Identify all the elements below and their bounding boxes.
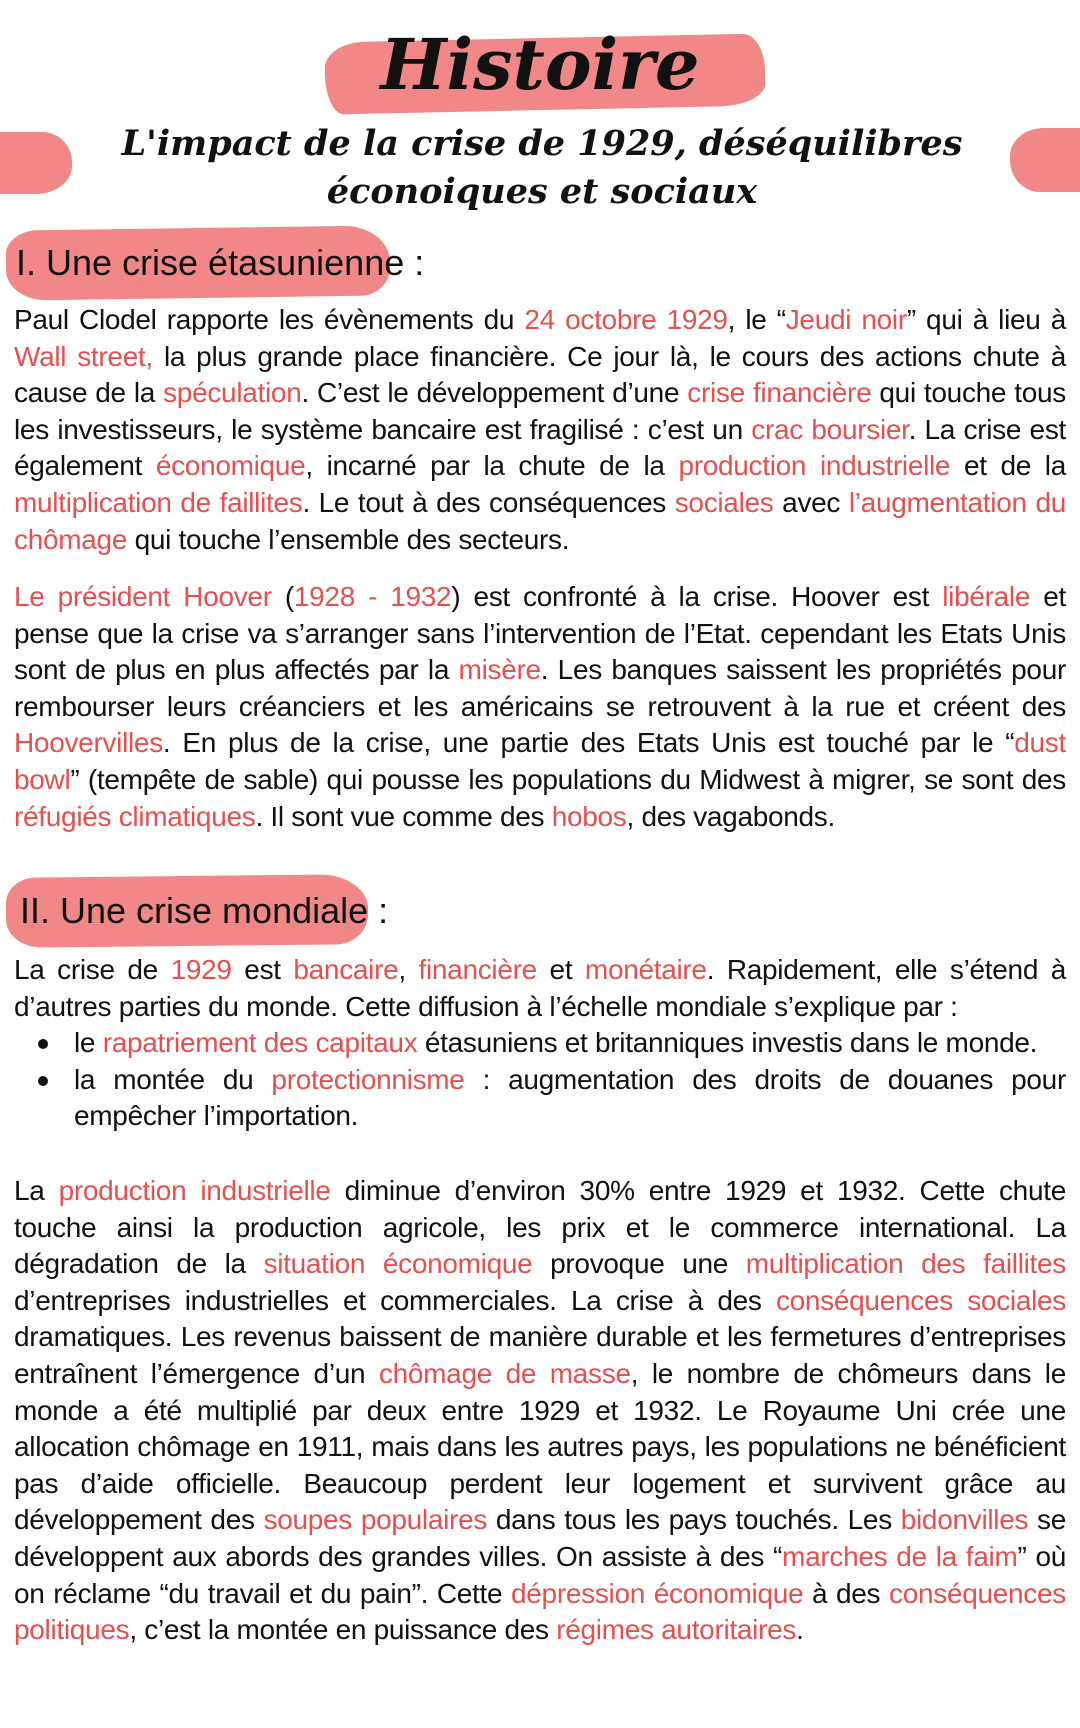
section1-paragraph-2-text: ( <box>271 581 294 612</box>
section2-paragraph-main-text: , c’est la montée en puissance des <box>129 1614 557 1646</box>
bullet-item-text: étasuniens et britanniques investis dans le monde. <box>417 1027 1038 1058</box>
section2-paragraph-main-highlight: situation économique <box>263 1248 533 1280</box>
bullet-item-highlight: rapatriement des capitaux <box>102 1027 418 1058</box>
section1-paragraph-1-text: avec <box>773 486 849 518</box>
bullet-item <box>14 1025 1066 1062</box>
section1-paragraph-1-highlight: spéculation <box>163 377 302 409</box>
section1-paragraph-1 <box>14 302 1066 558</box>
section2-paragraph-main-highlight: dépression économique <box>511 1577 804 1609</box>
section1-paragraph-1-text: qui touche l’ensemble des secteurs. <box>127 523 570 555</box>
section1-paragraph-1-text: Paul Clodel rapporte les évènements du <box>14 304 525 335</box>
section1-paragraph-1-text: la plus grande place financière. Ce jour là, le cours des actions chute à cause de la <box>14 340 1066 409</box>
section1-paragraph-1-highlight: sociales <box>674 486 774 518</box>
section1-paragraph-1-highlight: Wall street, <box>14 340 153 372</box>
bullet-dot-icon <box>38 1076 48 1086</box>
page-title: Histoire <box>380 23 700 106</box>
section2-paragraph-main-highlight: bidonvilles <box>900 1504 1029 1536</box>
section1-paragraph-2-highlight: 1928 - 1932 <box>293 581 452 612</box>
section2-paragraph-main-highlight: production industrielle <box>58 1175 331 1206</box>
section1-paragraph-1-highlight: multiplication de faillites <box>14 486 303 518</box>
section1-paragraph-1-highlight: 24 octobre 1929 <box>524 304 728 335</box>
bullet-dot-icon <box>38 1039 48 1049</box>
section1-paragraph-2-highlight: misère <box>458 654 541 686</box>
section2-paragraph-main-highlight: conséquences politiques <box>14 1577 1066 1646</box>
section1-paragraph-1-highlight: crise financière <box>687 377 872 409</box>
section1-paragraph-2-text: . Les banques saissent les propriétés pour rembourser leurs créanciers et les américains se retrouvent à la rue et créent des <box>14 654 1066 722</box>
section1-paragraph-2-text: , des vagabonds. <box>626 800 835 832</box>
section1-paragraph-1-text: . Le tout à des conséquences <box>302 486 675 518</box>
section2-paragraph-main-text: diminue d’environ 30% entre 1929 et 1932. Cette chute touche ainsi la production agricole, les prix et le commerce international. La dégradation de la <box>14 1175 1066 1280</box>
section2-paragraph-main-text: dramatiques. Les revenus baissent de manière durable et les fermetures d’entreprises entraînent l’émergence d’un <box>14 1321 1066 1389</box>
subtitle-brush-left <box>0 132 72 194</box>
section2-paragraph-main-highlight: soupes populaires <box>263 1504 488 1536</box>
section2-paragraph-intro-text: est <box>231 954 294 985</box>
section2-paragraph-intro-text: La crise de <box>14 954 171 985</box>
section1-paragraph-2 <box>14 579 1066 835</box>
section1-paragraph-2-highlight: Le président Hoover <box>14 581 272 612</box>
section1-paragraph-1-highlight: l’augmentation du chômage <box>14 486 1066 555</box>
section1-paragraph-1-highlight: économique <box>155 450 306 482</box>
section1-paragraph-2-highlight: hobos <box>551 800 627 832</box>
section2-paragraph-main-text: dans tous les pays touchés. Les <box>487 1504 901 1536</box>
section2-paragraph-intro-highlight: monétaire <box>584 954 707 985</box>
section1-paragraph-2-highlight: Hoovervilles <box>14 727 163 759</box>
section2-bullet-list <box>14 1025 1066 1135</box>
section1-paragraph-2-text: et pense que la crise va s’arranger sans l’intervention de l’Etat. cependant les Etats Unis sont de plus en plus affectés par la <box>14 581 1066 686</box>
section2-paragraph-intro-highlight: financière <box>418 954 537 985</box>
section1-paragraph-1-text: , incarné par la chute de la <box>305 450 679 482</box>
section1-paragraph-2-text: . En plus de la crise, une partie des Etats Unis est touché par le “ <box>162 727 1015 759</box>
section2-paragraph-main-highlight: régimes autoritaires <box>556 1614 797 1646</box>
subtitle-brush-right <box>1010 128 1080 192</box>
section2-paragraph-intro-highlight: bancaire <box>293 954 399 985</box>
section1-paragraph-1-text: . La crise est également <box>14 413 1067 482</box>
section1-paragraph-1-text: ” qui à lieu à <box>906 304 1066 335</box>
section2-paragraph-main-highlight: multiplication des faillites <box>745 1248 1066 1280</box>
section2-paragraph-main-text: se développent aux abords des grandes villes. On assiste à des “ <box>14 1504 1067 1572</box>
section2-paragraph-main-text: . <box>796 1614 804 1646</box>
section2-paragraph-main-highlight: marches de la faim <box>782 1540 1018 1572</box>
section2-heading: II. Une crise mondiale : <box>20 890 389 931</box>
section1-paragraph-2-text: ) est confronté à la crise. Hoover est <box>451 581 943 612</box>
section1-paragraph-1-text: , le “ <box>727 304 786 335</box>
section1-paragraph-2-text: ” (tempête de sable) qui pousse les populations du Midwest à migrer, se sont des <box>70 763 1066 795</box>
section1-paragraph-2-highlight: libérale <box>942 581 1031 612</box>
bullet-item-text: : augmentation des droits de douanes pour empêcher l’importation. <box>74 1063 1066 1132</box>
section1-paragraph-1-highlight: production industrielle <box>678 450 951 482</box>
section2-paragraph-main-highlight: conséquences sociales <box>775 1284 1066 1316</box>
section1-paragraph-1-text: . C’est le développement d’une <box>301 377 688 409</box>
section1-paragraph-1-highlight: Jeudi noir <box>785 304 907 335</box>
bullet-item-text: la montée du <box>74 1063 272 1095</box>
section1-paragraph-1-text: et de la <box>950 450 1066 482</box>
section2-paragraph-main-text: La <box>14 1175 59 1206</box>
section2-paragraph-main-text: d’entreprises industrielles et commerciales. La crise à des <box>14 1284 776 1316</box>
bullet-item <box>14 1062 1066 1135</box>
bullet-item-text: le <box>74 1027 103 1058</box>
page-subtitle: L'impact de la crise de 1929, déséquilibres éconoiques et sociaux <box>121 123 963 212</box>
section2-paragraph-intro-text: et <box>536 954 585 985</box>
section2-paragraph-main-highlight: chômage de masse <box>378 1357 631 1389</box>
section1-paragraph-1-highlight: crac boursier <box>751 413 909 445</box>
section2-paragraph-intro-highlight: 1929 <box>170 954 232 985</box>
section2-paragraph-intro-text: . Rapidement, elle s’étend à d’autres parties du monde. Cette diffusion à l’échelle mondiale s’explique par : <box>14 954 1066 1022</box>
section2-paragraph-main-text: provoque une <box>532 1248 746 1280</box>
section1-paragraph-2-highlight: réfugiés climatiques <box>14 800 256 832</box>
section2-paragraph-main-text: à des <box>803 1577 889 1609</box>
bullet-item-highlight: protectionnisme <box>271 1063 465 1095</box>
section2-paragraph-main-text: ” où on réclame “du travail et du pain”. Cette <box>14 1540 1066 1609</box>
section2-paragraph-main-text: , le nombre de chômeurs dans le monde a été multiplié par deux entre 1929 et 1932. Le Royaume Uni crée une allocation chômage en 1911, mais dans les autres pays, les populations ne bénéficient pas d’aide officielle. Beaucoup perdent leur logement et survivent grâce au développement des <box>14 1357 1067 1536</box>
section2-paragraph-intro <box>14 952 1066 1025</box>
section1-paragraph-2-highlight: dust bowl <box>14 727 1066 795</box>
section1-paragraph-2-text: . Il sont vue comme des <box>255 800 552 832</box>
section2-paragraph-main <box>14 1173 1066 1649</box>
section1-heading: I. Une crise étasunienne : <box>16 242 425 283</box>
section2-paragraph-intro-text: , <box>398 954 419 985</box>
section1-paragraph-1-text: qui touche tous les investisseurs, le système bancaire est fragilisé : c’est un <box>14 377 1066 445</box>
